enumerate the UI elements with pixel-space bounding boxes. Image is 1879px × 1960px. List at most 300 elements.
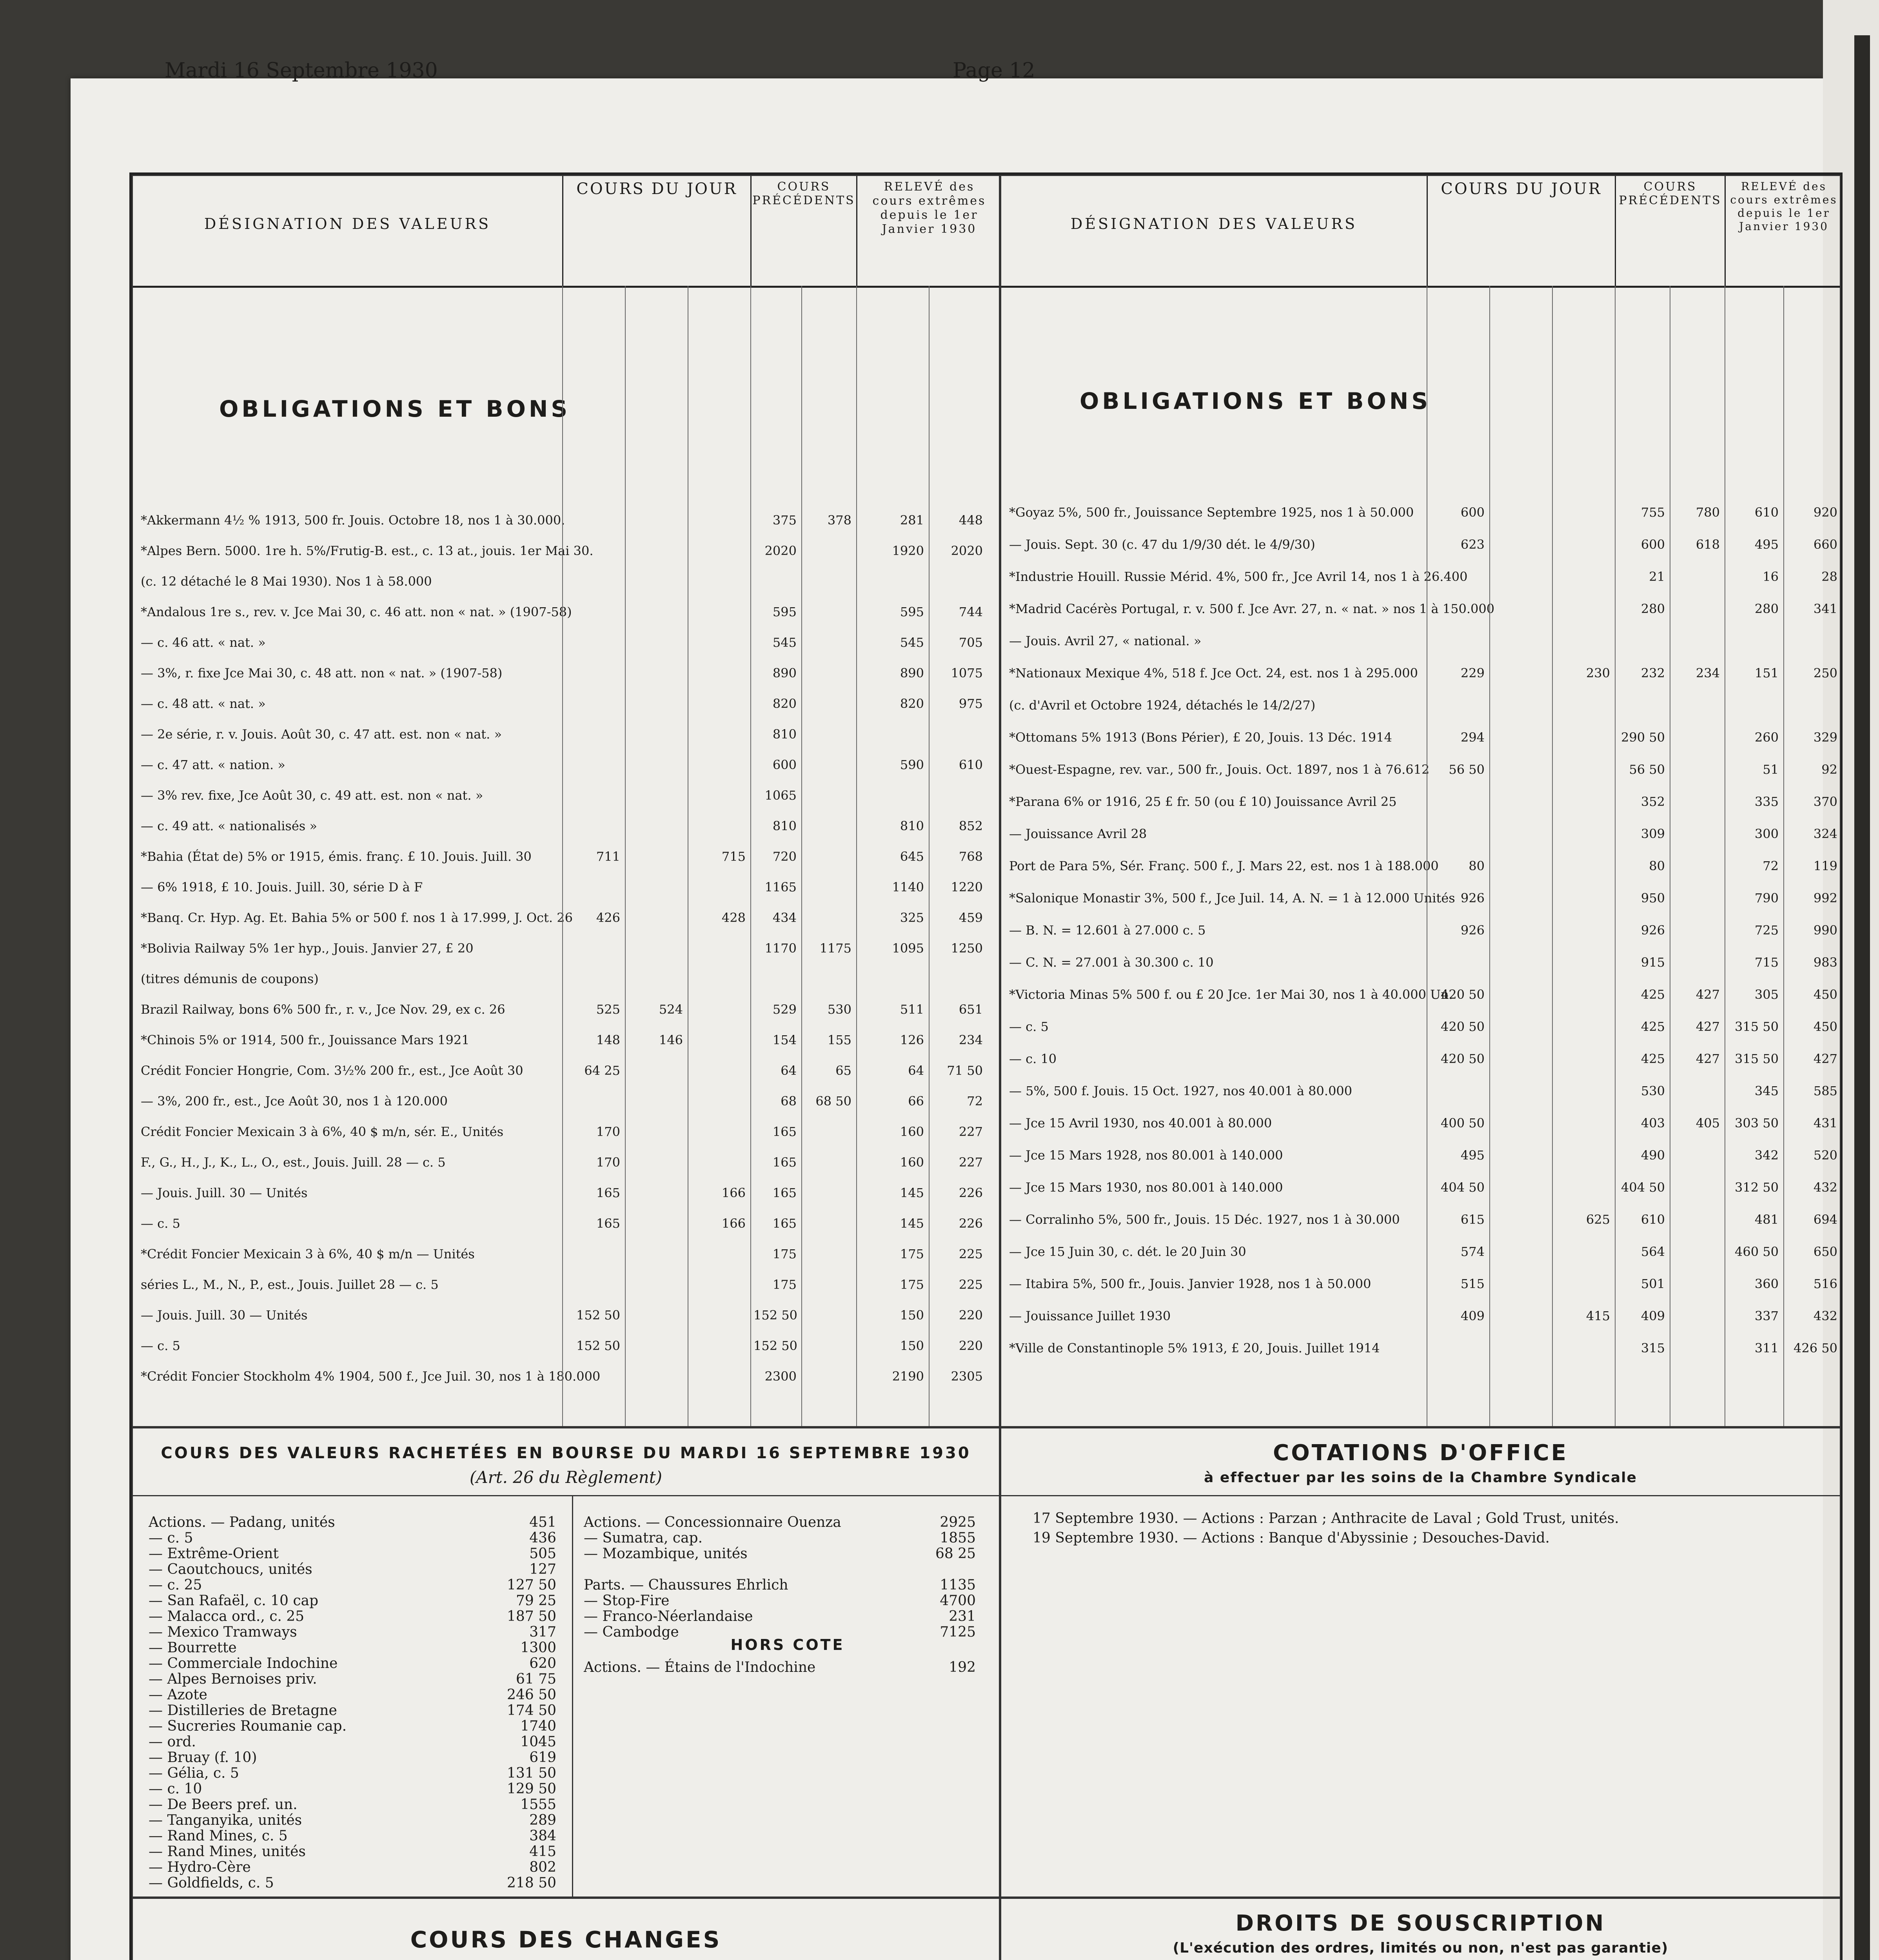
bond-value: 312 50 [1735, 1180, 1779, 1195]
rachetee-label: — Franco-Néerlandaise [584, 1608, 753, 1624]
bond-value: 170 [596, 1124, 620, 1139]
bond-value: 516 [1813, 1276, 1837, 1291]
bond-name: — 6% 1918, £ 10. Jouis. Juill. 30, série D à F [141, 880, 423, 895]
rachetee-item [149, 1844, 556, 1860]
bond-value: 425 [1641, 987, 1665, 1002]
bond-value: 65 [835, 1063, 851, 1078]
bond-value: 950 [1641, 891, 1665, 906]
bond-value: 600 [1641, 537, 1665, 552]
changes-box [132, 1898, 1000, 1960]
rachetee-label: — Rand Mines, c. 5 [149, 1828, 288, 1844]
bond-value: 650 [1813, 1244, 1837, 1259]
bond-name: Port de Para 5%, Sér. Franç. 500 f., J. Mars 22, est. nos 1 à 188.000 [1009, 858, 1439, 873]
bond-value: 230 [1586, 666, 1610, 681]
bond-name: *Banq. Cr. Hyp. Ag. Et. Bahia 5% or 500 f. nos 1 à 17.999, J. Oct. 26 [141, 910, 573, 925]
bond-value: 227 [959, 1155, 983, 1170]
bond-value: 175 [772, 1277, 797, 1292]
bond-value: 983 [1813, 955, 1837, 970]
rachetee-item [149, 1828, 556, 1844]
bond-value: 425 [1641, 1019, 1665, 1034]
rachetee-label: — Gélia, c. 5 [149, 1765, 239, 1781]
cotation-line: 19 Septembre 1930. — Actions : Banque d'Abyssinie ; Desouches-David. [1033, 1530, 1550, 1546]
rachetee-label: — Bourrette [149, 1640, 237, 1656]
divider [572, 1495, 573, 1896]
bond-value: 227 [959, 1124, 983, 1139]
bond-name: *Alpes Bern. 5000. 1re h. 5%/Frutig-B. est., c. 13 at., jouis. 1er Mai 30. [141, 543, 594, 558]
bond-value: 529 [772, 1002, 797, 1017]
rachetee-item [149, 1797, 556, 1813]
bond-value: 220 [959, 1338, 983, 1353]
bond-value: 595 [772, 604, 797, 619]
bond-value: 175 [900, 1247, 924, 1261]
rachetee-label: Actions. — Concessionnaire Ouenza [584, 1514, 841, 1530]
bond-value: 495 [1460, 1148, 1485, 1163]
rachetee-item [149, 1530, 556, 1546]
rachetee-item [149, 1562, 556, 1577]
bond-value: 915 [1641, 955, 1665, 970]
bond-value: 427 [1696, 1051, 1720, 1066]
bond-value: 324 [1813, 826, 1837, 841]
bond-name: *Madrid Cacérès Portugal, r. v. 500 f. Jce Avr. 27, n. « nat. » nos 1 à 150.000 [1009, 601, 1495, 616]
bond-value: 404 50 [1621, 1180, 1665, 1195]
bond-name: *Andalous 1re s., rev. v. Jce Mai 30, c. 46 att. non « nat. » (1907-58) [141, 604, 572, 619]
bond-value: 694 [1813, 1212, 1837, 1227]
bond-value: 165 [772, 1216, 797, 1231]
cours-precedents-header: COURS PRÉCÉDENTS [1615, 176, 1725, 286]
bond-value: 1165 [764, 880, 797, 895]
rachetees-box [132, 1427, 1000, 1898]
rachetee-item [584, 1515, 976, 1530]
bond-name: — 3% rev. fixe, Jce Août 30, c. 49 att. est. non « nat. » [141, 788, 483, 803]
bond-value: 92 [1821, 762, 1837, 777]
bond-value: 352 [1641, 794, 1665, 809]
bond-value: 225 [959, 1247, 983, 1261]
masthead [165, 59, 1714, 94]
rachetee-value: 2925 [940, 1514, 976, 1530]
bond-value: 16 [1763, 569, 1779, 584]
cours-jour-header: COURS DU JOUR [1427, 176, 1615, 286]
rachetee-item [149, 1781, 556, 1797]
column-rule [1489, 286, 1490, 1426]
bond-value: 119 [1813, 858, 1837, 873]
bond-name: — Jce 15 Mars 1928, nos 80.001 à 140.000 [1009, 1148, 1283, 1163]
rachetee-label: — Rand Mines, unités [149, 1844, 306, 1860]
bond-value: 426 [596, 910, 620, 925]
bond-name: — c. 48 att. « nat. » [141, 696, 266, 711]
bond-value: 165 [596, 1216, 620, 1231]
rachetee-item [149, 1813, 556, 1828]
bond-value: 926 [1460, 923, 1485, 938]
bond-value: 725 [1754, 923, 1779, 938]
rachetee-value: 127 50 [507, 1577, 556, 1593]
bond-value: 403 [1641, 1116, 1665, 1131]
bond-value: 405 [1696, 1116, 1720, 1131]
rachetee-label: — San Rafaël, c. 10 cap [149, 1593, 319, 1609]
bond-name: — 2e série, r. v. Jouis. Août 30, c. 47 att. est. non « nat. » [141, 727, 502, 742]
bond-value: 610 [1641, 1212, 1665, 1227]
rachetee-label: — Tanganyika, unités [149, 1812, 302, 1828]
bond-value: 409 [1460, 1308, 1485, 1323]
bond-value: 432 [1813, 1308, 1837, 1323]
bond-value: 126 [900, 1033, 924, 1047]
rachetee-item [149, 1719, 556, 1734]
bond-value: 148 [596, 1033, 620, 1047]
rachetee-value: 620 [529, 1655, 556, 1671]
bond-value: 409 [1641, 1308, 1665, 1323]
bond-name: — c. 5 [141, 1338, 180, 1353]
bond-value: 427 [1696, 987, 1720, 1002]
bond-name: *Victoria Minas 5% 500 f. ou £ 20 Jce. 1er Mai 30, nos 1 à 40.000 Un. [1009, 987, 1453, 1002]
bond-value: 780 [1696, 505, 1720, 520]
bond-value: 311 [1754, 1341, 1779, 1356]
bond-name: — B. N. = 12.601 à 27.000 c. 5 [1009, 923, 1206, 938]
rachetee-value: 187 50 [507, 1608, 556, 1624]
rachetee-label: — Extrême-Orient [149, 1546, 279, 1562]
bond-value: 545 [900, 635, 924, 650]
bond-value: 768 [959, 849, 983, 864]
bond-value: 226 [959, 1216, 983, 1231]
bond-value: 545 [772, 635, 797, 650]
bond-name: (c. d'Avril et Octobre 1924, détachés le 14/2/27) [1009, 698, 1316, 713]
bond-name: — 3%, 200 fr., est., Jce Août 30, nos 1 à 120.000 [141, 1094, 448, 1109]
rachetee-item [149, 1593, 556, 1609]
designation-header: DÉSIGNATION DES VALEURS [204, 215, 491, 232]
rachetee-value: 127 [529, 1561, 556, 1577]
bond-value: 145 [900, 1216, 924, 1231]
bond-name: Crédit Foncier Hongrie, Com. 3½% 200 fr., est., Jce Août 30 [141, 1063, 523, 1078]
bond-value: 420 50 [1441, 1051, 1485, 1066]
bond-value: 715 [721, 849, 746, 864]
bond-value: 290 50 [1621, 730, 1665, 745]
column-rule [750, 286, 751, 1426]
bond-name: (titres démunis de coupons) [141, 971, 319, 986]
rachetee-label: — Azote [149, 1687, 207, 1703]
bond-value: 595 [900, 604, 924, 619]
bond-value: 303 50 [1735, 1116, 1779, 1131]
bond-value: 820 [900, 696, 924, 711]
bond-value: 378 [827, 513, 851, 528]
cours-jour-header: COURS DU JOUR [562, 176, 750, 286]
rachetees-title: COURS DES VALEURS RACHETÉES EN BOURSE DU MARDI 16 SEPTEMBRE 1930 [161, 1444, 971, 1462]
changes-title: COURS DES CHANGES [410, 1926, 722, 1953]
rachetee-value: 7125 [940, 1624, 976, 1640]
rachetee-label: — Distilleries de Bretagne [149, 1702, 337, 1719]
bond-name: *Nationaux Mexique 4%, 518 f. Jce Oct. 24, est. nos 1 à 295.000 [1009, 666, 1418, 681]
bond-value: 165 [772, 1155, 797, 1170]
bond-value: 852 [959, 818, 983, 833]
bond-value: 152 50 [753, 1338, 797, 1353]
cotations-title: COTATIONS D'OFFICE [1273, 1440, 1568, 1466]
bond-name: *Salonique Monastir 3%, 500 f., Jce Juil. 14, A. N. = 1 à 12.000 Unités [1009, 891, 1455, 906]
bond-value: 1095 [892, 941, 924, 956]
bond-value: 315 50 [1735, 1019, 1779, 1034]
bond-name: *Chinois 5% or 1914, 500 fr., Jouissance Mars 1921 [141, 1033, 470, 1047]
rachetee-item [149, 1671, 556, 1687]
bond-name: — Jouissance Juillet 1930 [1009, 1308, 1171, 1323]
rachetee-label: — De Beers pref. un. [149, 1797, 298, 1813]
bond-value: 232 [1641, 666, 1665, 681]
cotations-subtitle: à effectuer par les soins de la Chambre Syndicale [1204, 1470, 1637, 1486]
bond-value: 335 [1754, 794, 1779, 809]
divider [1001, 1495, 1840, 1496]
bond-name: — c. 46 att. « nat. » [141, 635, 266, 650]
rachetee-label: — Caoutchoucs, unités [149, 1561, 312, 1577]
rachetee-item [584, 1577, 976, 1593]
bond-name: — Jouis. Juill. 30 — Unités [141, 1185, 308, 1200]
rachetee-item [149, 1703, 556, 1719]
bond-value: 145 [900, 1185, 924, 1200]
rachetee-item [149, 1515, 556, 1530]
bond-value: 651 [959, 1002, 983, 1017]
bond-value: 1920 [892, 543, 924, 558]
rachetee-value: 4700 [940, 1593, 976, 1609]
releve-header: RELEVÉ des cours extrêmes depuis le 1er Janvier 1930 [856, 176, 1001, 286]
bond-value: 459 [959, 910, 983, 925]
bond-value: 1075 [951, 666, 983, 681]
cours-precedents-header: COURS PRÉCÉDENTS [750, 176, 856, 286]
bond-value: 625 [1586, 1212, 1610, 1227]
bond-value: 520 [1813, 1148, 1837, 1163]
bond-value: 21 [1649, 569, 1665, 584]
bond-value: 2305 [951, 1369, 983, 1384]
bond-name: — Jce 15 Mars 1930, nos 80.001 à 140.000 [1009, 1180, 1283, 1195]
bond-value: 71 50 [947, 1063, 983, 1078]
bond-value: 920 [1813, 505, 1837, 520]
rachetee-value: 68 25 [935, 1546, 976, 1562]
bond-name: — c. 49 att. « nationalisés » [141, 818, 317, 833]
bond-name: Crédit Foncier Mexicain 3 à 6%, 40 $ m/n, sér. E., Unités [141, 1124, 504, 1139]
bond-name: — Jce 15 Avril 1930, nos 40.001 à 80.000 [1009, 1116, 1272, 1131]
bond-value: 705 [959, 635, 983, 650]
rachetee-item [149, 1860, 556, 1875]
bond-value: 585 [1813, 1083, 1837, 1098]
rachetee-value: 218 50 [507, 1875, 556, 1891]
rachetee-value: 1855 [940, 1530, 976, 1546]
cotations-box [1000, 1427, 1841, 1898]
bond-value: 820 [772, 696, 797, 711]
page-number: Page 12 [953, 59, 1035, 82]
bond-value: 590 [900, 757, 924, 772]
bond-value: 337 [1754, 1308, 1779, 1323]
rachetee-label: — Mozambique, unités [584, 1546, 748, 1562]
bond-value: 432 [1813, 1180, 1837, 1195]
column-rule [1615, 286, 1616, 1426]
bond-value: 166 [721, 1216, 746, 1231]
bond-value: 450 [1813, 1019, 1837, 1034]
bond-value: 72 [1763, 858, 1779, 873]
bond-name: *Ouest-Espagne, rev. var., 500 fr., Jouis. Oct. 1897, nos 1 à 76.612 [1009, 762, 1430, 777]
bond-value: 315 50 [1735, 1051, 1779, 1066]
bond-value: 220 [959, 1308, 983, 1323]
rachetee-label: — Goldfields, c. 5 [149, 1875, 274, 1891]
bond-value: 165 [596, 1185, 620, 1200]
bond-name: *Goyaz 5%, 500 fr., Jouissance Septembre 1925, nos 1 à 50.000 [1009, 505, 1414, 520]
bond-value: 426 50 [1794, 1341, 1837, 1356]
bond-value: 645 [900, 849, 924, 864]
bond-value: 329 [1813, 730, 1837, 745]
bond-value: 890 [772, 666, 797, 681]
bond-value: 623 [1460, 537, 1485, 552]
bond-value: 175 [772, 1247, 797, 1261]
bond-name: — Corralinho 5%, 500 fr., Jouis. 15 Déc. 1927, nos 1 à 30.000 [1009, 1212, 1400, 1227]
bond-value: 80 [1469, 858, 1485, 873]
bond-value: 260 [1754, 730, 1779, 745]
bond-value: 420 50 [1441, 1019, 1485, 1034]
rachetee-value: 1740 [520, 1718, 556, 1734]
bond-value: 281 [900, 513, 924, 528]
bond-name: — Jouissance Avril 28 [1009, 826, 1147, 841]
bond-value: 404 50 [1441, 1180, 1485, 1195]
rachetee-value: 289 [529, 1812, 556, 1828]
bond-value: 370 [1813, 794, 1837, 809]
rachetees-subtitle: (Art. 26 du Règlement) [469, 1468, 663, 1487]
bond-value: 160 [900, 1124, 924, 1139]
bond-value: 234 [959, 1033, 983, 1047]
rachetee-item [149, 1766, 556, 1781]
bond-name: — Jce 15 Juin 30, c. dét. le 20 Juin 30 [1009, 1244, 1246, 1259]
bond-value: 610 [959, 757, 983, 772]
rachetee-label: — ord. [149, 1734, 196, 1750]
bond-value: 146 [659, 1033, 683, 1047]
rachetee-value: 384 [529, 1828, 556, 1844]
column-rule [1783, 286, 1784, 1426]
bond-value: 68 [781, 1094, 797, 1109]
rachetee-value: 451 [529, 1514, 556, 1530]
rachetee-label: — Sumatra, cap. [584, 1530, 703, 1546]
bond-value: 450 [1813, 987, 1837, 1002]
bond-value: 400 50 [1441, 1116, 1485, 1131]
bonds-table-right [1000, 175, 1841, 1427]
rachetee-value: 1555 [520, 1797, 556, 1813]
bond-value: 975 [959, 696, 983, 711]
bond-value: 51 [1763, 762, 1779, 777]
bond-value: 1220 [951, 880, 983, 895]
bond-value: 525 [596, 1002, 620, 1017]
bond-name: — Jouis. Avril 27, « national. » [1009, 633, 1202, 648]
releve-header: RELEVÉ des cours extrêmes depuis le 1er Janvier 1930 [1725, 176, 1842, 286]
rachetee-item [149, 1656, 556, 1671]
bond-value: 1140 [892, 880, 924, 895]
bond-value: 151 [1754, 666, 1779, 681]
rachetee-label: — Alpes Bernoises priv. [149, 1671, 317, 1687]
column-rule [856, 286, 857, 1426]
bond-value: 515 [1460, 1276, 1485, 1291]
bond-value: 990 [1813, 923, 1837, 938]
bond-name: *Crédit Foncier Stockholm 4% 1904, 500 f., Jce Juil. 30, nos 1 à 180.000 [141, 1369, 601, 1384]
bond-name: — C. N. = 27.001 à 30.300 c. 10 [1009, 955, 1214, 970]
bond-value: 325 [900, 910, 924, 925]
rachetee-value: 619 [529, 1749, 556, 1766]
droits-title: DROITS DE SOUSCRIPTION [1235, 1911, 1606, 1936]
bond-value: 280 [1754, 601, 1779, 616]
rachetee-label: — Sucreries Roumanie cap. [149, 1718, 347, 1734]
bond-value: 427 [1813, 1051, 1837, 1066]
bond-name: *Industrie Houill. Russie Mérid. 4%, 500 fr., Jce Avril 14, nos 1 à 26.400 [1009, 569, 1468, 584]
bond-value: 2300 [764, 1369, 797, 1384]
bond-value: 226 [959, 1185, 983, 1200]
rachetee-value: 79 25 [516, 1593, 556, 1609]
rachetee-label: Parts. — Chaussures Ehrlich [584, 1577, 788, 1593]
bond-value: 294 [1460, 730, 1485, 745]
bond-value: 1250 [951, 941, 983, 956]
bond-value: 524 [659, 1002, 683, 1017]
droits-subtitle: (L'exécution des ordres, limités ou non, n'est pas garantie) [1173, 1940, 1668, 1956]
bond-value: 2020 [951, 543, 983, 558]
bond-value: 150 [900, 1308, 924, 1323]
bond-value: 152 50 [753, 1308, 797, 1323]
binding-spine [1854, 35, 1870, 1960]
bond-name: *Ottomans 5% 1913 (Bons Périer), £ 20, Jouis. 13 Déc. 1914 [1009, 730, 1392, 745]
bond-value: 501 [1641, 1276, 1665, 1291]
bond-value: 165 [772, 1124, 797, 1139]
table-header [1001, 176, 1840, 288]
column-rule [625, 286, 626, 1426]
bond-value: 810 [772, 818, 797, 833]
bond-value: 574 [1460, 1244, 1485, 1259]
bond-value: 66 [908, 1094, 924, 1109]
bond-value: 660 [1813, 537, 1837, 552]
rachetee-label: — Commerciale Indochine [149, 1655, 338, 1671]
bond-value: 375 [772, 513, 797, 528]
bond-name: — Itabira 5%, 500 fr., Jouis. Janvier 1928, nos 1 à 50.000 [1009, 1276, 1371, 1291]
bond-value: 600 [772, 757, 797, 772]
bond-value: 68 50 [815, 1094, 851, 1109]
bond-name: — c. 5 [141, 1216, 180, 1231]
bond-value: 890 [900, 666, 924, 681]
rachetee-item [149, 1609, 556, 1624]
bond-value: 150 [900, 1338, 924, 1353]
rachetee-value: 802 [529, 1859, 556, 1875]
bond-value: 56 50 [1449, 762, 1485, 777]
rachetee-item [149, 1750, 556, 1766]
rachetee-value: 505 [529, 1546, 556, 1562]
rachetee-label: — Hydro-Cère [149, 1859, 251, 1875]
bond-name: (c. 12 détaché le 8 Mai 1930). Nos 1 à 58.000 [141, 574, 432, 589]
bond-name: *Crédit Foncier Mexicain 3 à 6%, 40 $ m/n — Unités [141, 1247, 475, 1261]
rachetee-value: 246 50 [507, 1687, 556, 1703]
bond-value: 225 [959, 1277, 983, 1292]
bond-value: 175 [900, 1277, 924, 1292]
column-rule [1552, 286, 1553, 1426]
bond-value: 744 [959, 604, 983, 619]
bond-value: 64 [781, 1063, 797, 1078]
obligations-title: OBLIGATIONS ET BONS [1080, 388, 1431, 414]
bond-value: 615 [1460, 1212, 1485, 1227]
issue-date: Mardi 16 Septembre 1930 [165, 59, 438, 82]
bond-value: 280 [1641, 601, 1665, 616]
column-rule [929, 286, 930, 1426]
bond-value: 720 [772, 849, 797, 864]
bond-value: 2190 [892, 1369, 924, 1384]
rachetee-item [149, 1546, 556, 1562]
rachetee-value: 1300 [520, 1640, 556, 1656]
bond-value: 810 [772, 727, 797, 742]
divider [133, 1495, 999, 1496]
rachetee-label: — Bruay (f. 10) [149, 1749, 257, 1766]
bond-name: séries L., M., N., P., est., Jouis. Juillet 28 — c. 5 [141, 1277, 439, 1292]
droits-box [1000, 1898, 1841, 1960]
rachetee-item [149, 1624, 556, 1640]
bond-value: 56 50 [1629, 762, 1665, 777]
bond-value: 229 [1460, 666, 1485, 681]
rachetee-item [149, 1640, 556, 1656]
bond-value: 1175 [819, 941, 851, 956]
rachetee-label: — c. 10 [149, 1781, 202, 1797]
bond-value: 564 [1641, 1244, 1665, 1259]
bond-value: 72 [967, 1094, 983, 1109]
bond-value: 415 [1586, 1308, 1610, 1323]
rachetee-label: Actions. — Padang, unités [149, 1514, 335, 1530]
